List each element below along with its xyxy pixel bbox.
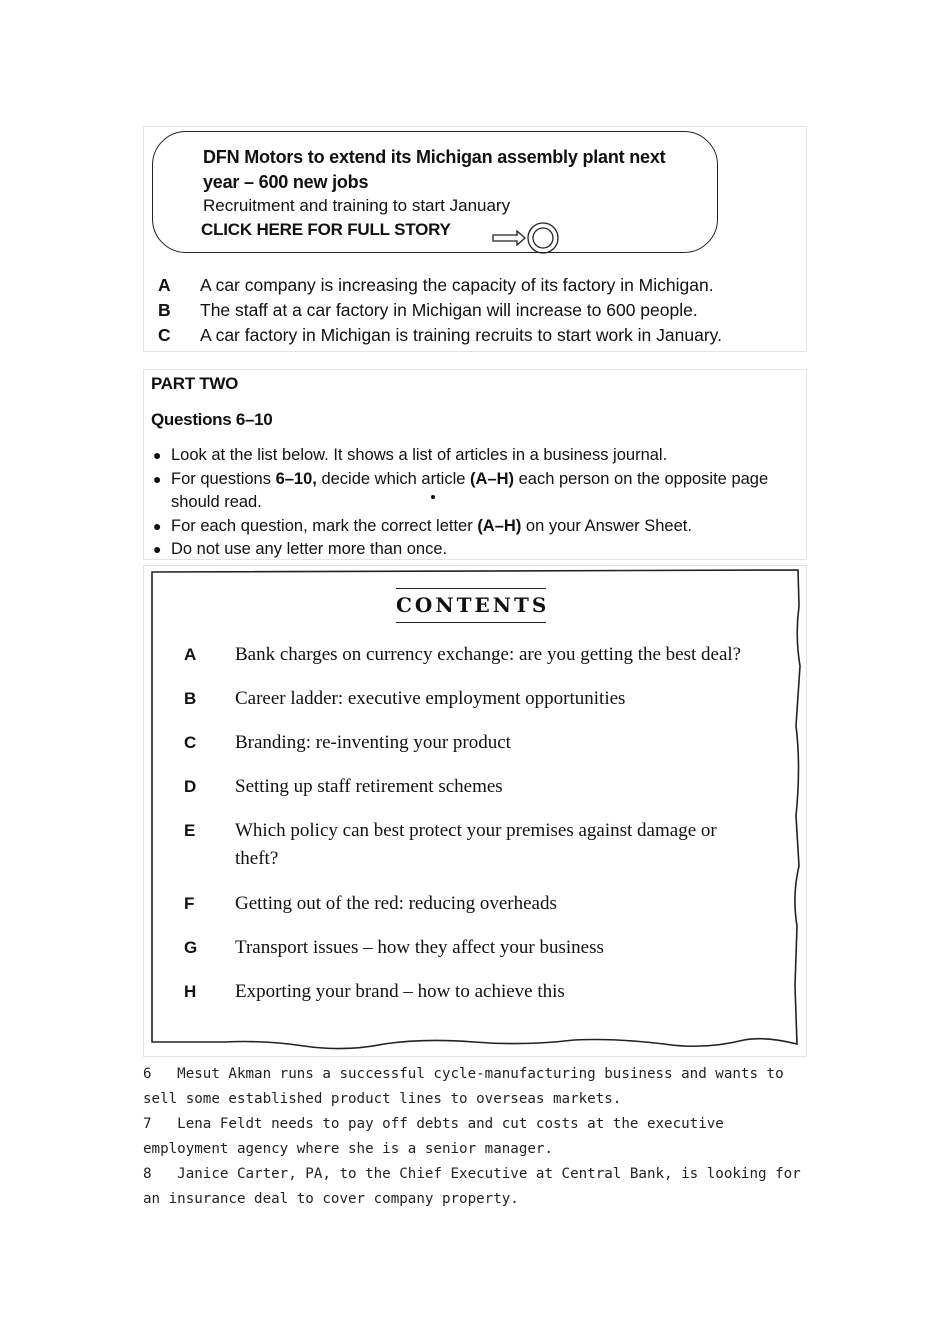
option-letter: C [158, 325, 171, 345]
questions-label: Questions 6–10 [151, 410, 273, 429]
arrow-click-icon[interactable] [491, 220, 565, 256]
question-item: 6 Mesut Akman runs a successful cycle-manufacturing business and wants to sell some established product lines to overseas markets. [143, 1066, 793, 1107]
option-c [158, 323, 722, 347]
option-letter: A [158, 275, 171, 295]
question-item: 8 Janice Carter, PA, to the Chief Executive at Central Bank, is looking for an insurance deal to cover company property. [143, 1166, 810, 1207]
question-item: 7 Lena Feldt needs to pay off debts and cut costs at the executive employment agency where she is a senior manager. [143, 1116, 733, 1157]
bullet-icon: ● [153, 447, 162, 463]
option-b [158, 298, 698, 322]
option-text: A car company is increasing the capacity of its factory in Michigan. [200, 275, 714, 295]
instructions-list [153, 444, 803, 562]
bullet-icon: ● [153, 470, 162, 487]
headline-panel [143, 126, 807, 352]
contents-heading: CONTENTS [396, 588, 546, 623]
instruction-item: ● Do not use any letter more than once. [153, 538, 803, 562]
option-a [158, 273, 714, 297]
instruction-item: ● For questions 6–10, decide which article (A–H) each person on the opposite page should read. [153, 469, 769, 511]
headline-subtitle: Recruitment and training to start January [203, 196, 511, 215]
option-text: The staff at a car factory in Michigan will increase to 600 people. [200, 300, 698, 320]
instruction-item: ● For each question, mark the correct letter (A–H) on your Answer Sheet. [153, 515, 803, 539]
part-title: PART TWO [151, 374, 238, 393]
contents-panel: CONTENTS A Bank charges on currency exchange: are you getting the best deal? B Career ladder: executive employment opportunities C Branding: re-inventing your product D Setting up staff retirement schemes E Which policy can best protect your premises against damage or theft? F Getting out of the red: reducing overheads G Transport issues – how they affect your business H Exporting your brand – how to achieve this [143, 565, 807, 1057]
option-letter: B [158, 300, 171, 320]
headline-box[interactable] [152, 131, 718, 253]
click-full-story-link[interactable]: CLICK HERE FOR FULL STORY [201, 220, 451, 239]
bullet-icon: ● [153, 541, 162, 557]
bullet-icon: ● [153, 517, 162, 534]
part-two-panel [143, 369, 807, 560]
option-text: A car factory in Michigan is training recruits to start work in January. [200, 325, 722, 345]
headline-title: DFN Motors to extend its Michigan assembly plant next year – 600 new jobs [203, 147, 666, 192]
instruction-item: ● Look at the list below. It shows a list of articles in a business journal. [153, 444, 803, 468]
questions-list [143, 1062, 813, 1212]
